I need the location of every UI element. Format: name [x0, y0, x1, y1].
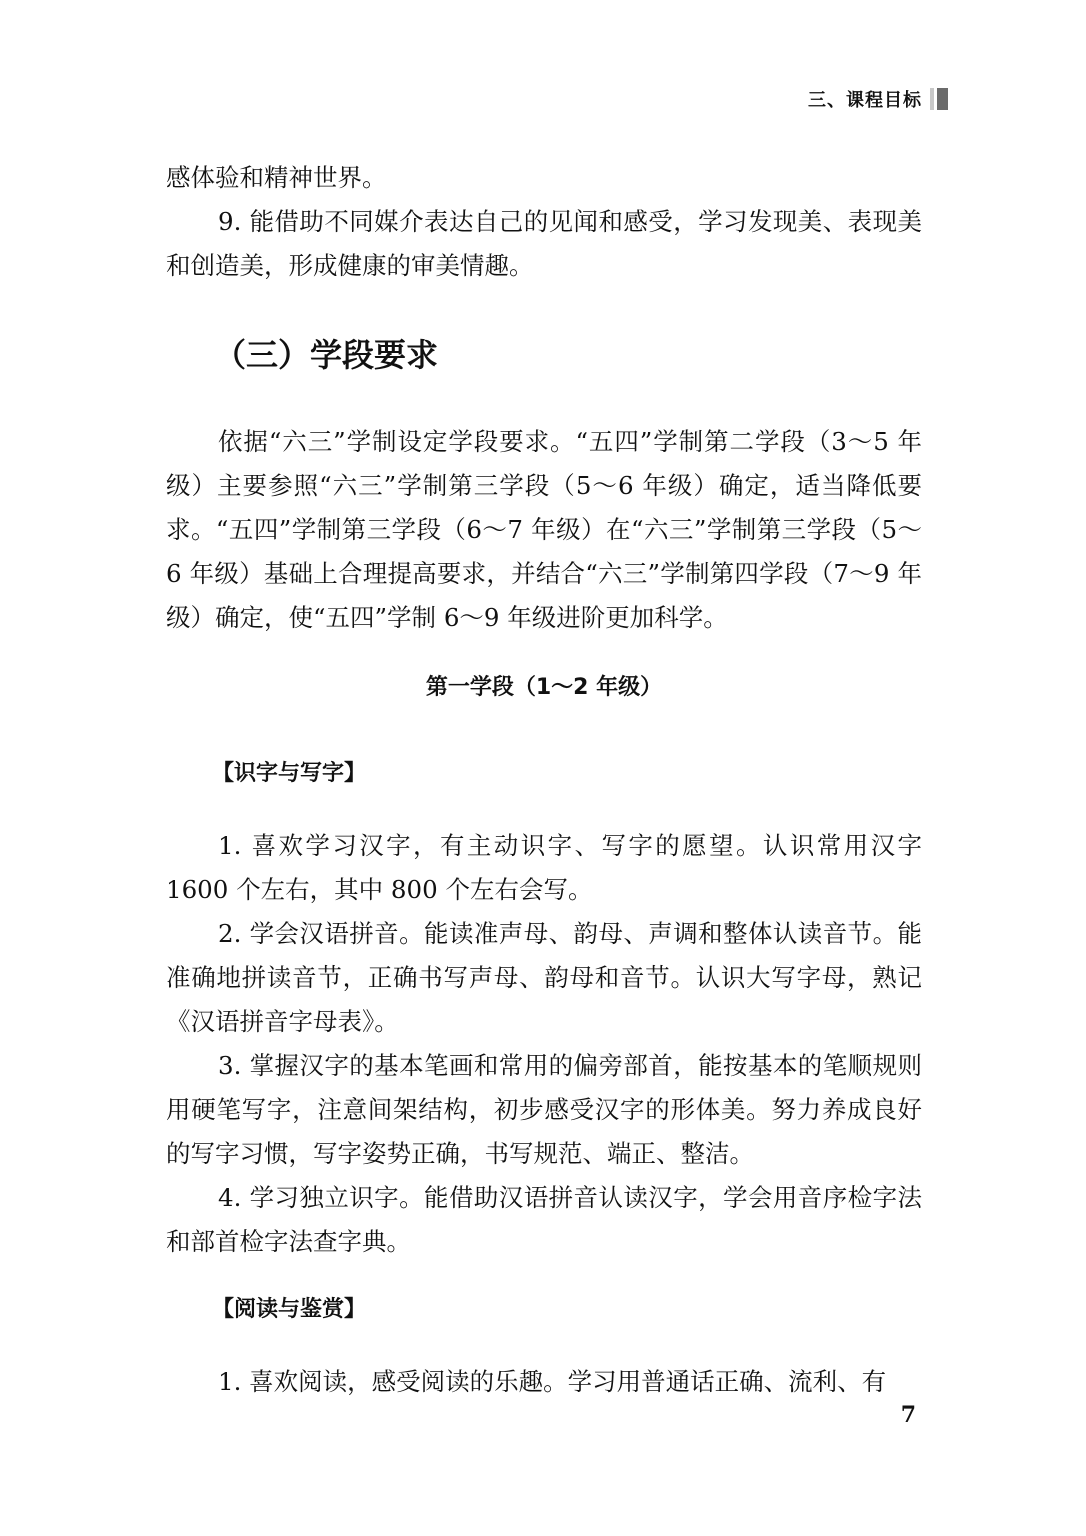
list-item: 1. 喜欢学习汉字，有主动识字、写字的愿望。认识常用汉字 1600 个左右，其中 800 个左右会写。	[166, 831, 922, 904]
reading-heading: 【阅读与鉴赏】	[212, 1297, 367, 1322]
list-item: 4. 学习独立识字。能借助汉语拼音认读汉字，学会用音序检字法和部首检字法查字典。	[166, 1183, 922, 1256]
paragraph-item-9: 9. 能借助不同媒介表达自己的见闻和感受，学习发现美、表现美和创造美，形成健康的审美情趣。	[166, 207, 922, 280]
header-title: 三、课程目标	[808, 90, 922, 111]
running-header	[808, 86, 948, 112]
list-item: 1. 喜欢阅读，感受阅读的乐趣。学习用普通话正确、流利、有	[218, 1367, 887, 1396]
continued-paragraph: 感体验和精神世界。	[166, 163, 387, 192]
page-content	[166, 156, 922, 1404]
section-intro: 依据“六三”学制设定学段要求。“五四”学制第二学段（3～5 年级）主要参照“六三”学制第三学段（5～6 年级）确定，适当降低要求。“五四”学制第三学段（6～7 年级）在“六三”学制第三学段（5～6 年级）基础上合理提高要求，并结合“六三”学制第四学段（7～9 年级）确定，使“五四”学制 6～9 年级进阶更加科学。	[166, 427, 922, 632]
list-item: 2. 学会汉语拼音。能读准声母、韵母、声调和整体认读音节。能准确地拼读音节，正确书写声母、韵母和音节。认识大写字母，熟记《汉语拼音字母表》。	[166, 919, 922, 1036]
literacy-list	[166, 824, 922, 1264]
section-title: （三）学段要求	[214, 336, 439, 374]
reading-list	[166, 1360, 922, 1404]
list-item: 3. 掌握汉字的基本笔画和常用的偏旁部首，能按基本的笔顺规则用硬笔写字，注意间架结构，初步感受汉字的形体美。努力养成良好的写字习惯，写字姿势正确，书写规范、端正、整洁。	[166, 1051, 922, 1168]
literacy-heading: 【识字与写字】	[212, 761, 367, 786]
stage-title: 第一学段（1～2 年级）	[425, 675, 663, 700]
header-bars-icon	[930, 88, 948, 110]
page-number: 7	[900, 1402, 916, 1428]
